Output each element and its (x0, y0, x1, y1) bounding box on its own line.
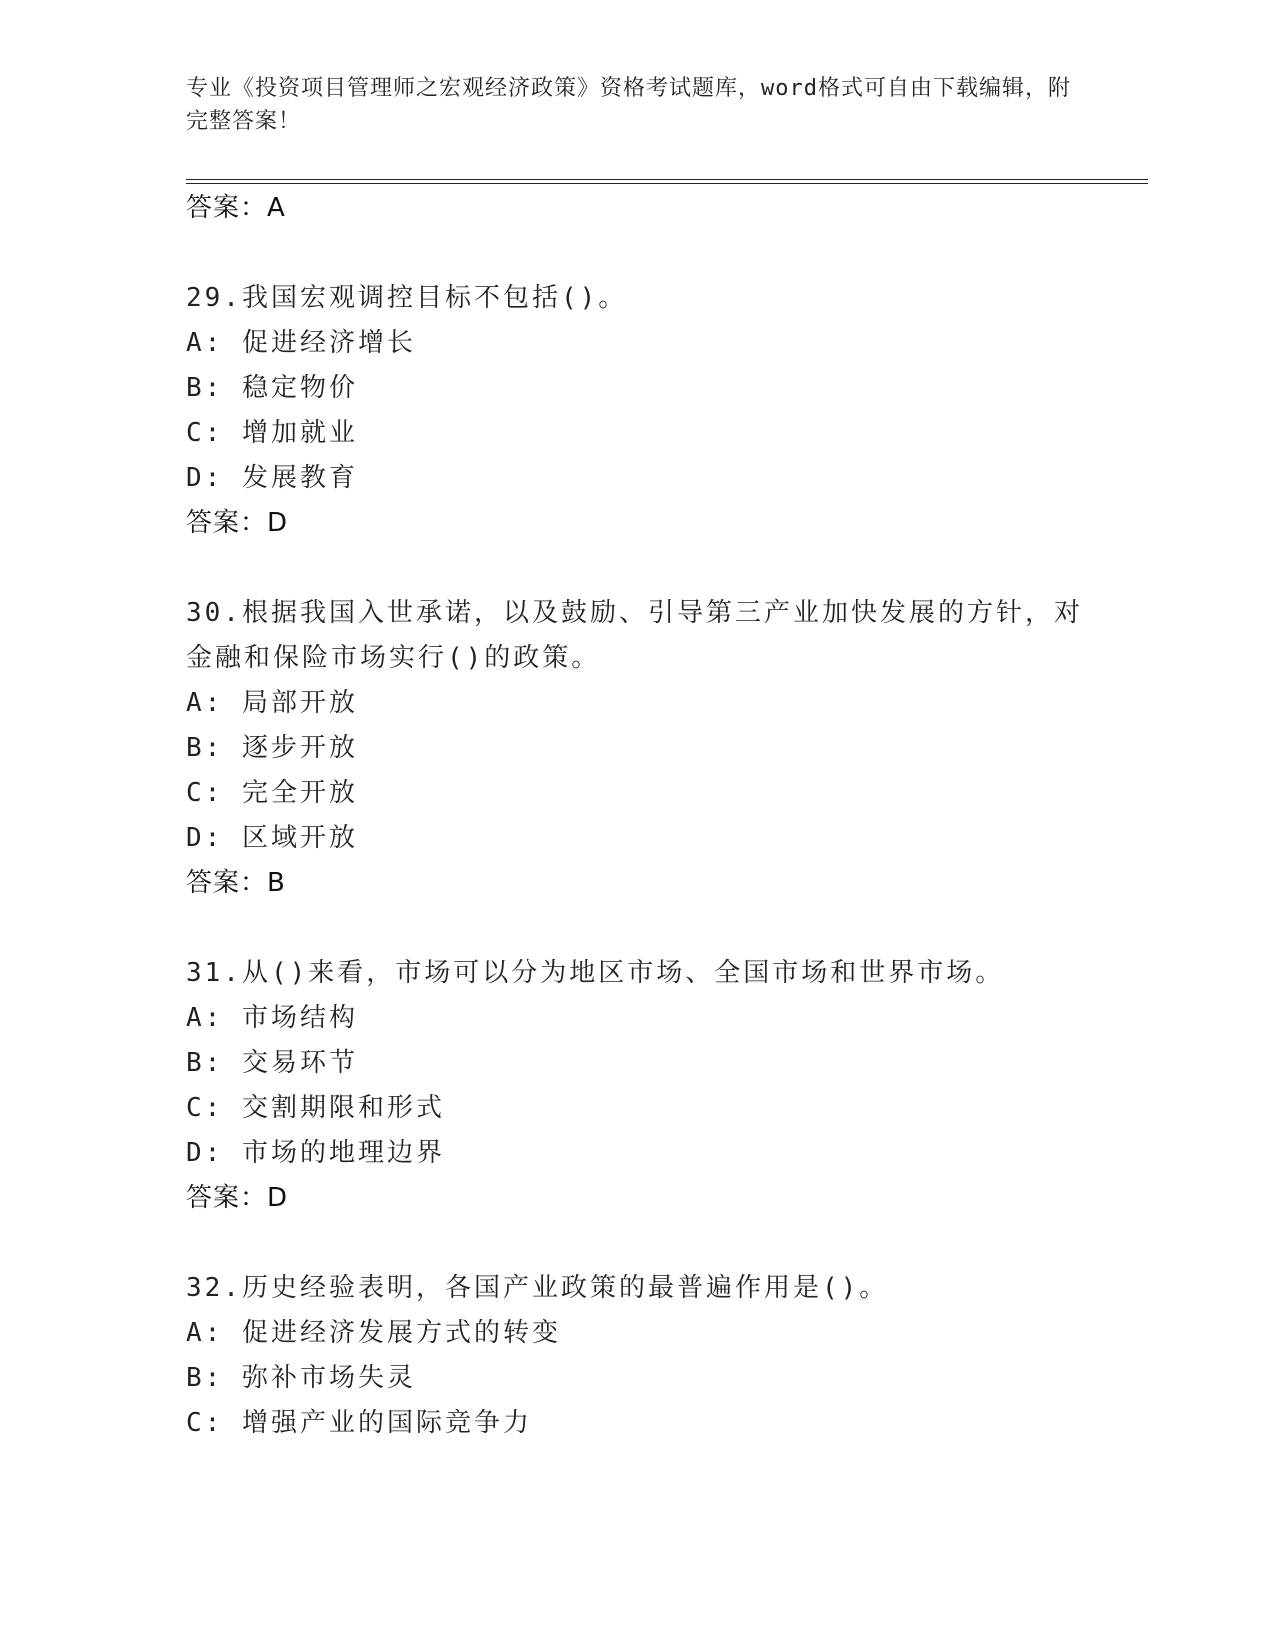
page-header: 专业《投资项目管理师之宏观经济政策》资格考试题库，word格式可自由下载编辑，附完整答案！ (186, 76, 1071, 134)
option-c: C: 交割期限和形式 (186, 1093, 445, 1123)
question-29: 29.我国宏观调控目标不包括()。 (186, 283, 628, 313)
question-31: 31.从()来看，市场可以分为地区市场、全国市场和世界市场。 (186, 958, 1005, 988)
answer-line: 答案：B (186, 868, 286, 898)
option-b: B: 稳定物价 (186, 373, 358, 403)
option-a: A: 促进经济增长 (186, 328, 416, 358)
option-d: D: 区域开放 (186, 823, 358, 853)
header-rule-bottom (186, 183, 1148, 184)
question-32: 32.历史经验表明，各国产业政策的最普遍作用是()。 (186, 1273, 889, 1303)
option-d: D: 市场的地理边界 (186, 1138, 445, 1168)
option-b: B: 逐步开放 (186, 733, 358, 763)
option-b: B: 弥补市场失灵 (186, 1363, 416, 1393)
option-c: C: 完全开放 (186, 778, 358, 808)
option-c: C: 增加就业 (186, 418, 358, 448)
option-b: B: 交易环节 (186, 1048, 358, 1078)
header-rule-top (186, 179, 1148, 180)
option-a: A: 促进经济发展方式的转变 (186, 1318, 561, 1348)
answer-line: 答案：A (186, 193, 286, 223)
answer-line: 答案：D (186, 1183, 289, 1213)
question-30-cont: 金融和保险市场实行()的政策。 (186, 643, 601, 673)
option-a: A: 市场结构 (186, 1003, 358, 1033)
option-c: C: 增强产业的国际竞争力 (186, 1408, 532, 1438)
question-30: 30.根据我国入世承诺，以及鼓励、引导第三产业加快发展的方针，对 (186, 598, 1083, 628)
option-a: A: 局部开放 (186, 688, 358, 718)
answer-line: 答案：D (186, 508, 289, 538)
option-d: D: 发展教育 (186, 463, 358, 493)
